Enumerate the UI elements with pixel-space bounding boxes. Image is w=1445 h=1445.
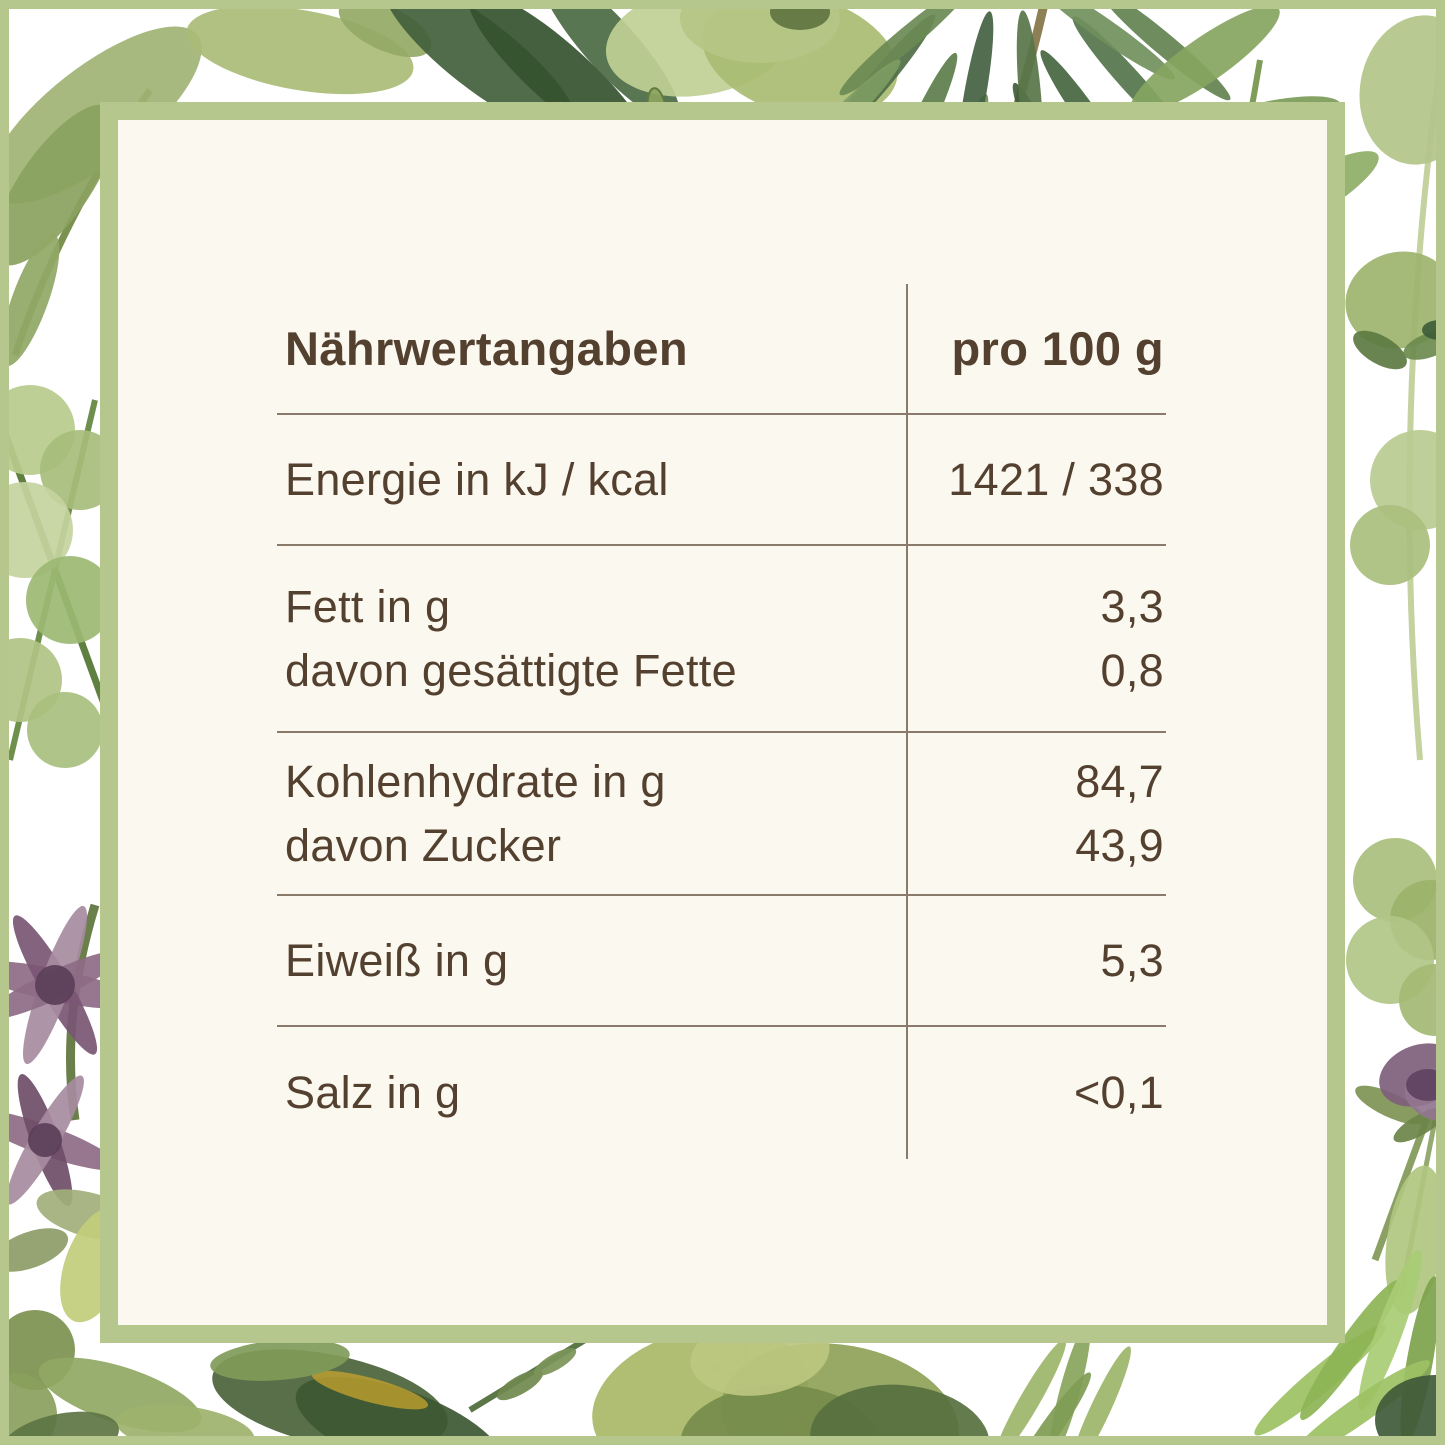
header-title: Nährwertangaben — [285, 321, 688, 375]
row-value: 5,3 — [1100, 934, 1164, 986]
leaf-vine-right-icon — [1334, 6, 1445, 760]
row-subvalue: 43,9 — [1075, 819, 1164, 871]
row-value: 3,3 — [1100, 580, 1164, 632]
row-value: 1421 / 338 — [948, 453, 1164, 505]
table-row-protein — [277, 896, 1166, 1027]
table-row-salt — [277, 1027, 1166, 1159]
row-label: Eiweiß in g — [285, 934, 509, 986]
table-row-energy — [277, 415, 1166, 546]
row-label: Kohlenhydrate in g — [285, 755, 666, 807]
row-label: Fett in g — [285, 580, 451, 632]
purple-flower-right-icon — [1350, 1032, 1445, 1318]
sage-leaves-bottom-icon — [203, 1331, 585, 1445]
column-divider — [906, 284, 908, 1159]
row-subvalue: 0,8 — [1100, 644, 1164, 696]
table-row-carbs — [277, 733, 1166, 896]
table-row-fat — [277, 546, 1166, 733]
row-value: <0,1 — [1073, 1067, 1164, 1118]
header-per-column: pro 100 g — [951, 321, 1164, 375]
row-value: 84,7 — [1075, 755, 1164, 807]
row-label: Energie in kJ / kcal — [285, 453, 669, 505]
nutrition-table — [277, 284, 1166, 1159]
table-header-row — [277, 284, 1166, 415]
row-sublabel: davon gesättigte Fette — [285, 644, 737, 696]
row-sublabel: davon Zucker — [285, 819, 562, 871]
row-label: Salz in g — [285, 1067, 461, 1118]
parsley-right-icon — [1346, 838, 1445, 1036]
